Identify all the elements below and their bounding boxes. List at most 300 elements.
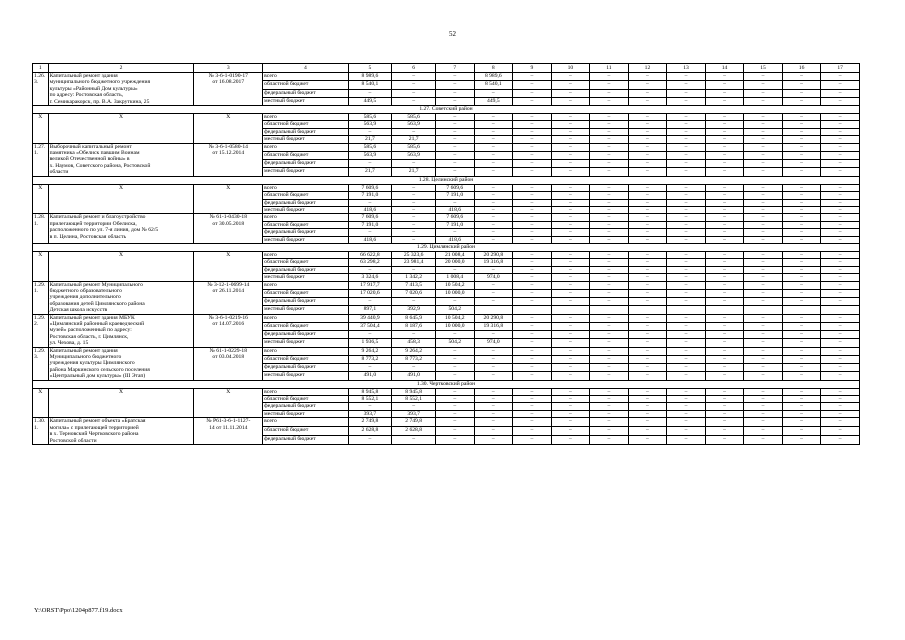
column-number-header: 15 [744, 64, 783, 73]
amount-cell: – [551, 128, 590, 135]
amount-cell: 7 191,0 [436, 192, 475, 199]
column-number-header: 9 [513, 64, 552, 73]
amount-cell: – [392, 331, 436, 339]
amount-cell: – [551, 221, 590, 228]
amount-cell: – [513, 314, 552, 322]
object-name-line: «Цимлянский районный краеведческий [49, 321, 145, 327]
amount-cell: – [392, 266, 436, 273]
approval-document-line: Х [226, 184, 231, 191]
amount-cell: 8 773,2 [392, 355, 436, 363]
amount-cell: – [513, 199, 552, 206]
amount-cell: 7 020,6 [392, 289, 436, 297]
funding-source: областной бюджет [263, 81, 348, 89]
district-total-row [33, 388, 860, 395]
column-number-header: 13 [667, 64, 706, 73]
amount-cell: – [744, 229, 783, 236]
amount-cell: – [551, 266, 590, 273]
amount-cell: – [551, 427, 590, 436]
amount-cell: – [392, 221, 436, 228]
amount-cell: 8 945,8 [392, 388, 436, 395]
amount-cell: – [667, 73, 706, 81]
amount-cell: – [821, 128, 860, 135]
amount-cell: – [667, 331, 706, 339]
amount-cell: – [782, 266, 821, 273]
funding-source: всего [263, 143, 348, 151]
funding-source: федеральный бюджет [263, 128, 348, 135]
amount-cell: – [551, 298, 590, 306]
amount-cell: – [628, 199, 667, 206]
amount-cell: – [551, 236, 590, 243]
amount-cell: – [392, 403, 436, 410]
amount-cell: – [436, 121, 475, 128]
amount-cell: – [513, 298, 552, 306]
amount-cell: 8 540,1 [474, 81, 513, 89]
object-name-line: Х [118, 184, 124, 191]
amount-cell: – [628, 160, 667, 168]
amount-cell: – [821, 410, 860, 417]
amount-cell: 563,9 [392, 121, 436, 128]
amount-cell: – [705, 97, 744, 105]
object-name-line: учреждения дополнительного [49, 294, 121, 301]
amount-cell: – [821, 214, 860, 221]
object-row [33, 418, 860, 427]
amount-cell: – [821, 266, 860, 273]
amount-cell: 23 981,4 [392, 259, 436, 266]
object-name-line: учреждения культуры Цимлянского [49, 360, 135, 367]
funding-source: местный бюджет [263, 372, 348, 380]
amount-cell: – [705, 221, 744, 228]
amount-cell: – [348, 436, 392, 445]
amount-cell: 491,0 [392, 372, 436, 380]
amount-cell [744, 306, 783, 314]
column-number-header: 10 [551, 64, 590, 73]
amount-cell: – [436, 97, 475, 105]
amount-cell: – [590, 97, 629, 105]
approval-document-line: Х [226, 251, 231, 258]
amount-cell: – [705, 251, 744, 258]
amount-cell: – [821, 236, 860, 243]
amount-cell: – [590, 168, 629, 176]
amount-cell: – [590, 298, 629, 306]
amount-cell: – [513, 289, 552, 297]
amount-cell: – [821, 436, 860, 445]
amount-cell: – [667, 221, 706, 228]
amount-cell [474, 306, 513, 314]
funding-source: областной бюджет [263, 259, 348, 266]
object-name-line: г. Семикаракорск, пр. В.А. Закруткина, 25 [49, 98, 150, 105]
funding-source: всего [263, 251, 348, 258]
amount-cell: – [628, 121, 667, 128]
amount-cell: – [782, 331, 821, 339]
amount-cell: – [551, 289, 590, 297]
amount-cell: – [667, 281, 706, 289]
amount-cell: – [513, 266, 552, 273]
amount-cell: – [705, 372, 744, 380]
funding-source: областной бюджет [263, 289, 348, 297]
amount-cell: – [551, 274, 590, 281]
amount-cell: – [513, 221, 552, 228]
amount-cell: – [628, 214, 667, 221]
amount-cell: – [436, 436, 475, 445]
amount-cell: 974,0 [474, 339, 513, 347]
amount-cell: – [474, 364, 513, 372]
funding-source: всего [263, 347, 348, 355]
item-number: 1.29.2. [33, 314, 49, 347]
amount-cell [667, 306, 706, 314]
amount-cell: – [590, 339, 629, 347]
amount-cell: – [667, 289, 706, 297]
object-name-line: великой Отечественной войны» в [49, 156, 130, 163]
amount-cell: – [392, 206, 436, 213]
amount-cell: – [744, 372, 783, 380]
amount-cell: – [782, 355, 821, 363]
amount-cell: 7 191,0 [348, 192, 392, 199]
amount-cell: – [628, 128, 667, 135]
amount-cell: – [436, 73, 475, 81]
amount-cell: – [551, 192, 590, 199]
section-header-row [33, 106, 860, 114]
amount-cell: 449,5 [348, 97, 392, 105]
amount-cell: – [436, 81, 475, 89]
amount-cell: – [436, 410, 475, 417]
amount-cell: 585,6 [392, 114, 436, 121]
item-number: 1.28.1. [33, 214, 49, 244]
amount-cell: – [474, 199, 513, 206]
amount-cell: – [628, 89, 667, 97]
amount-cell: – [821, 403, 860, 410]
amount-cell: – [628, 81, 667, 89]
amount-cell: – [782, 121, 821, 128]
amount-cell: – [628, 355, 667, 363]
amount-cell: – [513, 81, 552, 89]
amount-cell: – [628, 136, 667, 143]
object-name-line: прилегающей территории Обелиска, [49, 220, 137, 227]
section-title: 1.27. Советский район [33, 106, 860, 114]
amount-cell: – [744, 410, 783, 417]
amount-cell: – [667, 418, 706, 427]
amount-cell: – [474, 355, 513, 363]
amount-cell: – [744, 236, 783, 243]
amount-cell: – [705, 151, 744, 159]
amount-cell: – [513, 436, 552, 445]
amount-cell: – [590, 322, 629, 330]
amount-cell: – [782, 128, 821, 135]
amount-cell: – [628, 259, 667, 266]
object-row [33, 281, 860, 289]
amount-cell: – [348, 298, 392, 306]
amount-cell: 458,3 [392, 339, 436, 347]
funding-source: всего [263, 73, 348, 81]
amount-cell: – [551, 314, 590, 322]
object-name [48, 418, 194, 445]
approval-document [194, 114, 263, 144]
amount-cell: – [551, 168, 590, 176]
amount-cell: 10 000,0 [436, 289, 475, 297]
amount-cell: 9 264,2 [392, 347, 436, 355]
amount-cell: – [744, 339, 783, 347]
amount-cell: – [705, 281, 744, 289]
amount-cell: – [590, 214, 629, 221]
amount-cell: – [782, 89, 821, 97]
approval-document [194, 314, 263, 347]
object-name-line: Х [118, 114, 124, 121]
amount-cell: 7 413,5 [392, 281, 436, 289]
amount-cell: – [436, 160, 475, 168]
amount-cell: – [744, 97, 783, 105]
amount-cell: – [667, 236, 706, 243]
amount-cell: – [744, 259, 783, 266]
amount-cell: – [782, 281, 821, 289]
amount-cell: – [782, 289, 821, 297]
amount-cell: – [590, 143, 629, 151]
amount-cell: – [705, 436, 744, 445]
amount-cell: – [705, 364, 744, 372]
amount-cell: – [705, 229, 744, 236]
object-name [48, 281, 194, 314]
object-name-line: культуры «Районный Дом культуры» [49, 85, 138, 92]
amount-cell: – [705, 192, 744, 199]
funding-source: областной бюджет [263, 221, 348, 228]
amount-cell: – [590, 259, 629, 266]
amount-cell: – [551, 73, 590, 81]
amount-cell: – [705, 396, 744, 403]
approval-document [194, 251, 263, 281]
object-row [33, 143, 860, 151]
amount-cell: – [474, 229, 513, 236]
approval-document [194, 418, 263, 445]
amount-cell: 585,6 [392, 143, 436, 151]
funding-source: местный бюджет [263, 274, 348, 281]
amount-cell: – [551, 81, 590, 89]
funding-source: всего [263, 418, 348, 427]
amount-cell: – [628, 97, 667, 105]
amount-cell: – [551, 418, 590, 427]
amount-cell: – [590, 89, 629, 97]
amount-cell: – [744, 192, 783, 199]
amount-cell: – [590, 151, 629, 159]
amount-cell: – [513, 168, 552, 176]
amount-cell: – [744, 314, 783, 322]
amount-cell: – [436, 89, 475, 97]
amount-cell: – [782, 143, 821, 151]
amount-cell: – [513, 184, 552, 191]
amount-cell [513, 306, 552, 314]
amount-cell: – [392, 160, 436, 168]
approval-document-line: от 03.04.2018 [212, 354, 245, 361]
amount-cell: – [513, 259, 552, 266]
amount-cell: – [782, 396, 821, 403]
amount-cell: – [744, 427, 783, 436]
amount-cell: – [705, 114, 744, 121]
amount-cell: – [590, 347, 629, 355]
amount-cell: – [628, 396, 667, 403]
amount-cell: – [705, 259, 744, 266]
amount-cell: – [436, 355, 475, 363]
amount-cell: – [821, 355, 860, 363]
funding-source: местный бюджет [263, 168, 348, 176]
amount-cell: 7 191,0 [436, 221, 475, 228]
funding-source: федеральный бюджет [263, 229, 348, 236]
approval-document-line: от 15.12.2014 [212, 150, 245, 157]
object-name [48, 388, 194, 418]
amount-cell: – [513, 347, 552, 355]
object-name-line: Капитальный ремонт здания [49, 347, 118, 354]
amount-cell: – [744, 298, 783, 306]
amount-cell: – [436, 396, 475, 403]
amount-cell: – [782, 73, 821, 81]
object-name-line: Ростовской области [49, 437, 97, 444]
object-name [48, 73, 194, 106]
amount-cell: – [551, 396, 590, 403]
funding-source: местный бюджет [263, 306, 348, 314]
amount-cell: – [744, 160, 783, 168]
approval-document [194, 388, 263, 418]
amount-cell: – [392, 192, 436, 199]
amount-cell: – [590, 396, 629, 403]
amount-cell: – [782, 151, 821, 159]
amount-cell: – [821, 372, 860, 380]
object-name-line: Выборочный капитальный ремонт [49, 143, 132, 150]
amount-cell: – [551, 184, 590, 191]
amount-cell: – [474, 114, 513, 121]
amount-cell: – [436, 136, 475, 143]
amount-cell: 10 000,0 [436, 322, 475, 330]
amount-cell: – [705, 347, 744, 355]
amount-cell: – [628, 143, 667, 151]
amount-cell: – [628, 206, 667, 213]
amount-cell: – [821, 206, 860, 213]
amount-cell: – [744, 184, 783, 191]
column-number-header: 16 [782, 64, 821, 73]
amount-cell: – [551, 410, 590, 417]
amount-cell: – [590, 229, 629, 236]
amount-cell: – [667, 274, 706, 281]
amount-cell: – [590, 314, 629, 322]
amount-cell: – [782, 364, 821, 372]
approval-document-line: Х [226, 114, 231, 121]
amount-cell: – [436, 229, 475, 236]
amount-cell: – [474, 128, 513, 135]
object-row [33, 214, 860, 221]
amount-cell: – [348, 331, 392, 339]
amount-cell: – [667, 192, 706, 199]
amount-cell: – [782, 206, 821, 213]
amount-cell: – [474, 206, 513, 213]
amount-cell: – [436, 347, 475, 355]
amount-cell: – [551, 259, 590, 266]
object-name-line: Х [118, 251, 124, 258]
amount-cell: – [705, 388, 744, 395]
amount-cell: – [590, 128, 629, 135]
amount-cell: – [474, 298, 513, 306]
amount-cell: – [667, 266, 706, 273]
amount-cell: – [436, 418, 475, 427]
amount-cell: – [628, 229, 667, 236]
amount-cell: – [782, 97, 821, 105]
amount-cell: – [744, 121, 783, 128]
amount-cell: – [744, 289, 783, 297]
amount-cell: – [436, 298, 475, 306]
amount-cell: – [667, 136, 706, 143]
object-name-line: муниципального бюджетного учреждения [49, 79, 151, 86]
object-name-line: «Центральный дом культуры» (III Этап) [49, 373, 146, 380]
amount-cell: – [513, 281, 552, 289]
amount-cell: 39 440,9 [348, 314, 392, 322]
amount-cell: 37 504,4 [348, 322, 392, 330]
amount-cell: 393,7 [392, 410, 436, 417]
amount-cell: – [744, 436, 783, 445]
amount-cell: – [782, 259, 821, 266]
funding-source: областной бюджет [263, 396, 348, 403]
column-number-header: 2 [48, 64, 194, 73]
amount-cell: – [590, 372, 629, 380]
amount-cell: 585,6 [348, 114, 392, 121]
amount-cell: – [436, 364, 475, 372]
amount-cell [782, 306, 821, 314]
amount-cell: – [821, 81, 860, 89]
amount-cell: – [348, 128, 392, 135]
object-name-line: х. Наумов, Советского района, Ростовской [49, 162, 151, 169]
funding-source: местный бюджет [263, 97, 348, 105]
amount-cell: – [782, 168, 821, 176]
amount-cell: – [782, 160, 821, 168]
amount-cell: – [821, 298, 860, 306]
object-name [48, 143, 194, 176]
amount-cell: 21,7 [348, 136, 392, 143]
district-total-row [33, 251, 860, 258]
amount-cell: – [705, 168, 744, 176]
section-title: 1.28. Целинский район [33, 176, 860, 184]
object-name-line: музей» расположенный по адресу: [49, 327, 132, 334]
amount-cell: – [590, 388, 629, 395]
amount-cell: – [628, 298, 667, 306]
amount-cell: – [628, 427, 667, 436]
approval-document-line: № 61-1-0229-18 [209, 347, 248, 354]
amount-cell: – [667, 372, 706, 380]
object-name [48, 184, 194, 214]
amount-cell: – [821, 184, 860, 191]
amount-cell: – [590, 206, 629, 213]
amount-cell: – [628, 388, 667, 395]
amount-cell: – [436, 128, 475, 135]
amount-cell: – [667, 184, 706, 191]
amount-cell: 974,0 [474, 274, 513, 281]
amount-cell: – [782, 322, 821, 330]
amount-cell: – [436, 143, 475, 151]
column-number-header: 8 [474, 64, 513, 73]
funding-source: всего [263, 388, 348, 395]
amount-cell: 418,6 [436, 206, 475, 213]
amount-cell: – [628, 251, 667, 258]
amount-cell: 17 020,6 [348, 289, 392, 297]
amount-cell: – [705, 298, 744, 306]
section-title: 1.30. Чертковский район [33, 380, 860, 388]
amount-cell: 491,0 [348, 372, 392, 380]
column-number-header: 7 [436, 64, 475, 73]
amount-cell: – [705, 136, 744, 143]
item-number: 1.26.3. [33, 73, 49, 106]
amount-cell: – [744, 266, 783, 273]
amount-cell: 1 936,5 [348, 339, 392, 347]
column-number-header: 6 [392, 64, 436, 73]
item-number: Х [33, 388, 49, 418]
amount-cell: – [705, 322, 744, 330]
amount-cell: – [667, 364, 706, 372]
amount-cell: – [628, 410, 667, 417]
funding-source: областной бюджет [263, 151, 348, 159]
amount-cell: – [782, 136, 821, 143]
amount-cell: 1 008,4 [436, 274, 475, 281]
